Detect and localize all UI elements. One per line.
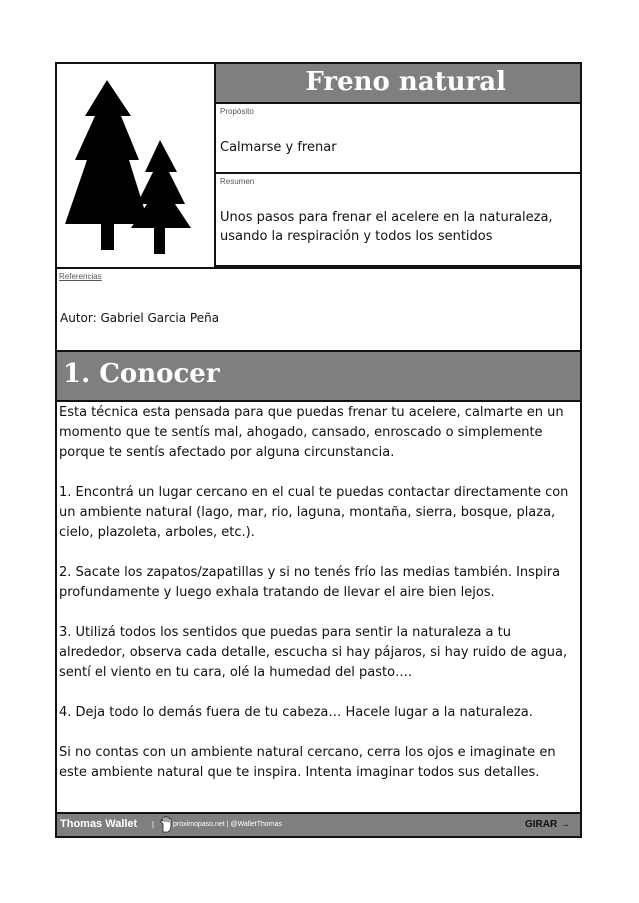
referencias-value: Autor: Gabriel Garcia Peña — [60, 311, 220, 325]
paragraph-step-4: 4. Deja todo lo demás fuera de tu cabeza… Hacele lugar a la naturaleza. — [59, 705, 533, 720]
resumen-value: Unos pasos para frenar el acelere en la naturaleza, usando la respiración y todos los sentidos — [220, 210, 553, 244]
card — [55, 62, 582, 838]
proposito-value: Calmarse y frenar — [220, 140, 337, 155]
footer-site[interactable]: proximopaso.net | @WalletThomas — [173, 821, 283, 828]
section-header — [57, 352, 580, 402]
section-title: 1. Conocer — [63, 359, 220, 389]
resumen-label: Resumen — [220, 177, 255, 186]
section-content — [59, 403, 574, 803]
referencias-section — [57, 267, 580, 352]
proposito-field — [216, 104, 580, 174]
referencias-label: Referencias — [59, 272, 102, 281]
footer-separator: | — [152, 820, 155, 829]
pine-trees-icon — [57, 64, 216, 267]
page-title: Freno natural — [305, 67, 506, 97]
hand-icon — [159, 816, 173, 833]
paragraph-intro: Esta técnica esta pensada para que puedas frenar tu acelere, calmarte en un momento que te sentís mal, ahogado, cansado, enroscado o simplemente porque te sentís afectado por alguna circunstancia. — [59, 405, 564, 460]
paragraph-step-3: 3. Utilizá todos los sentidos que puedas para sentir la naturaleza a tu alrededor, observa cada detalle, escucha si hay pájaros, si hay ruido de agua, sentí el viento en tu cara, olé la humedad del pasto…. — [59, 625, 568, 680]
logo-box — [57, 64, 216, 267]
title-bar — [216, 64, 580, 104]
footer-author: Thomas Wallet — [60, 818, 138, 830]
paragraph-closing: Si no contas con un ambiente natural cercano, cerra los ojos e imaginate en este ambiente natural que te inspira. Intenta imaginar todos sus detalles. — [59, 745, 556, 780]
girar-button[interactable]: GIRAR → — [525, 819, 570, 830]
proposito-label: Propósito — [220, 107, 254, 116]
paragraph-step-2: 2. Sacate los zapatos/zapatillas y si no tenés frío las medias también. Inspira profundamente y luego exhala tratando de llevar el aire bien lejos. — [59, 565, 561, 600]
resumen-field — [216, 174, 580, 267]
footer — [57, 812, 580, 836]
paragraph-step-1: 1. Encontrá un lugar cercano en el cual te puedas contactar directamente con un ambiente natural (lago, mar, rio, laguna, montaña, sierra, bosque, plaza, cielo, plazoleta, arboles, etc.). — [59, 485, 569, 540]
